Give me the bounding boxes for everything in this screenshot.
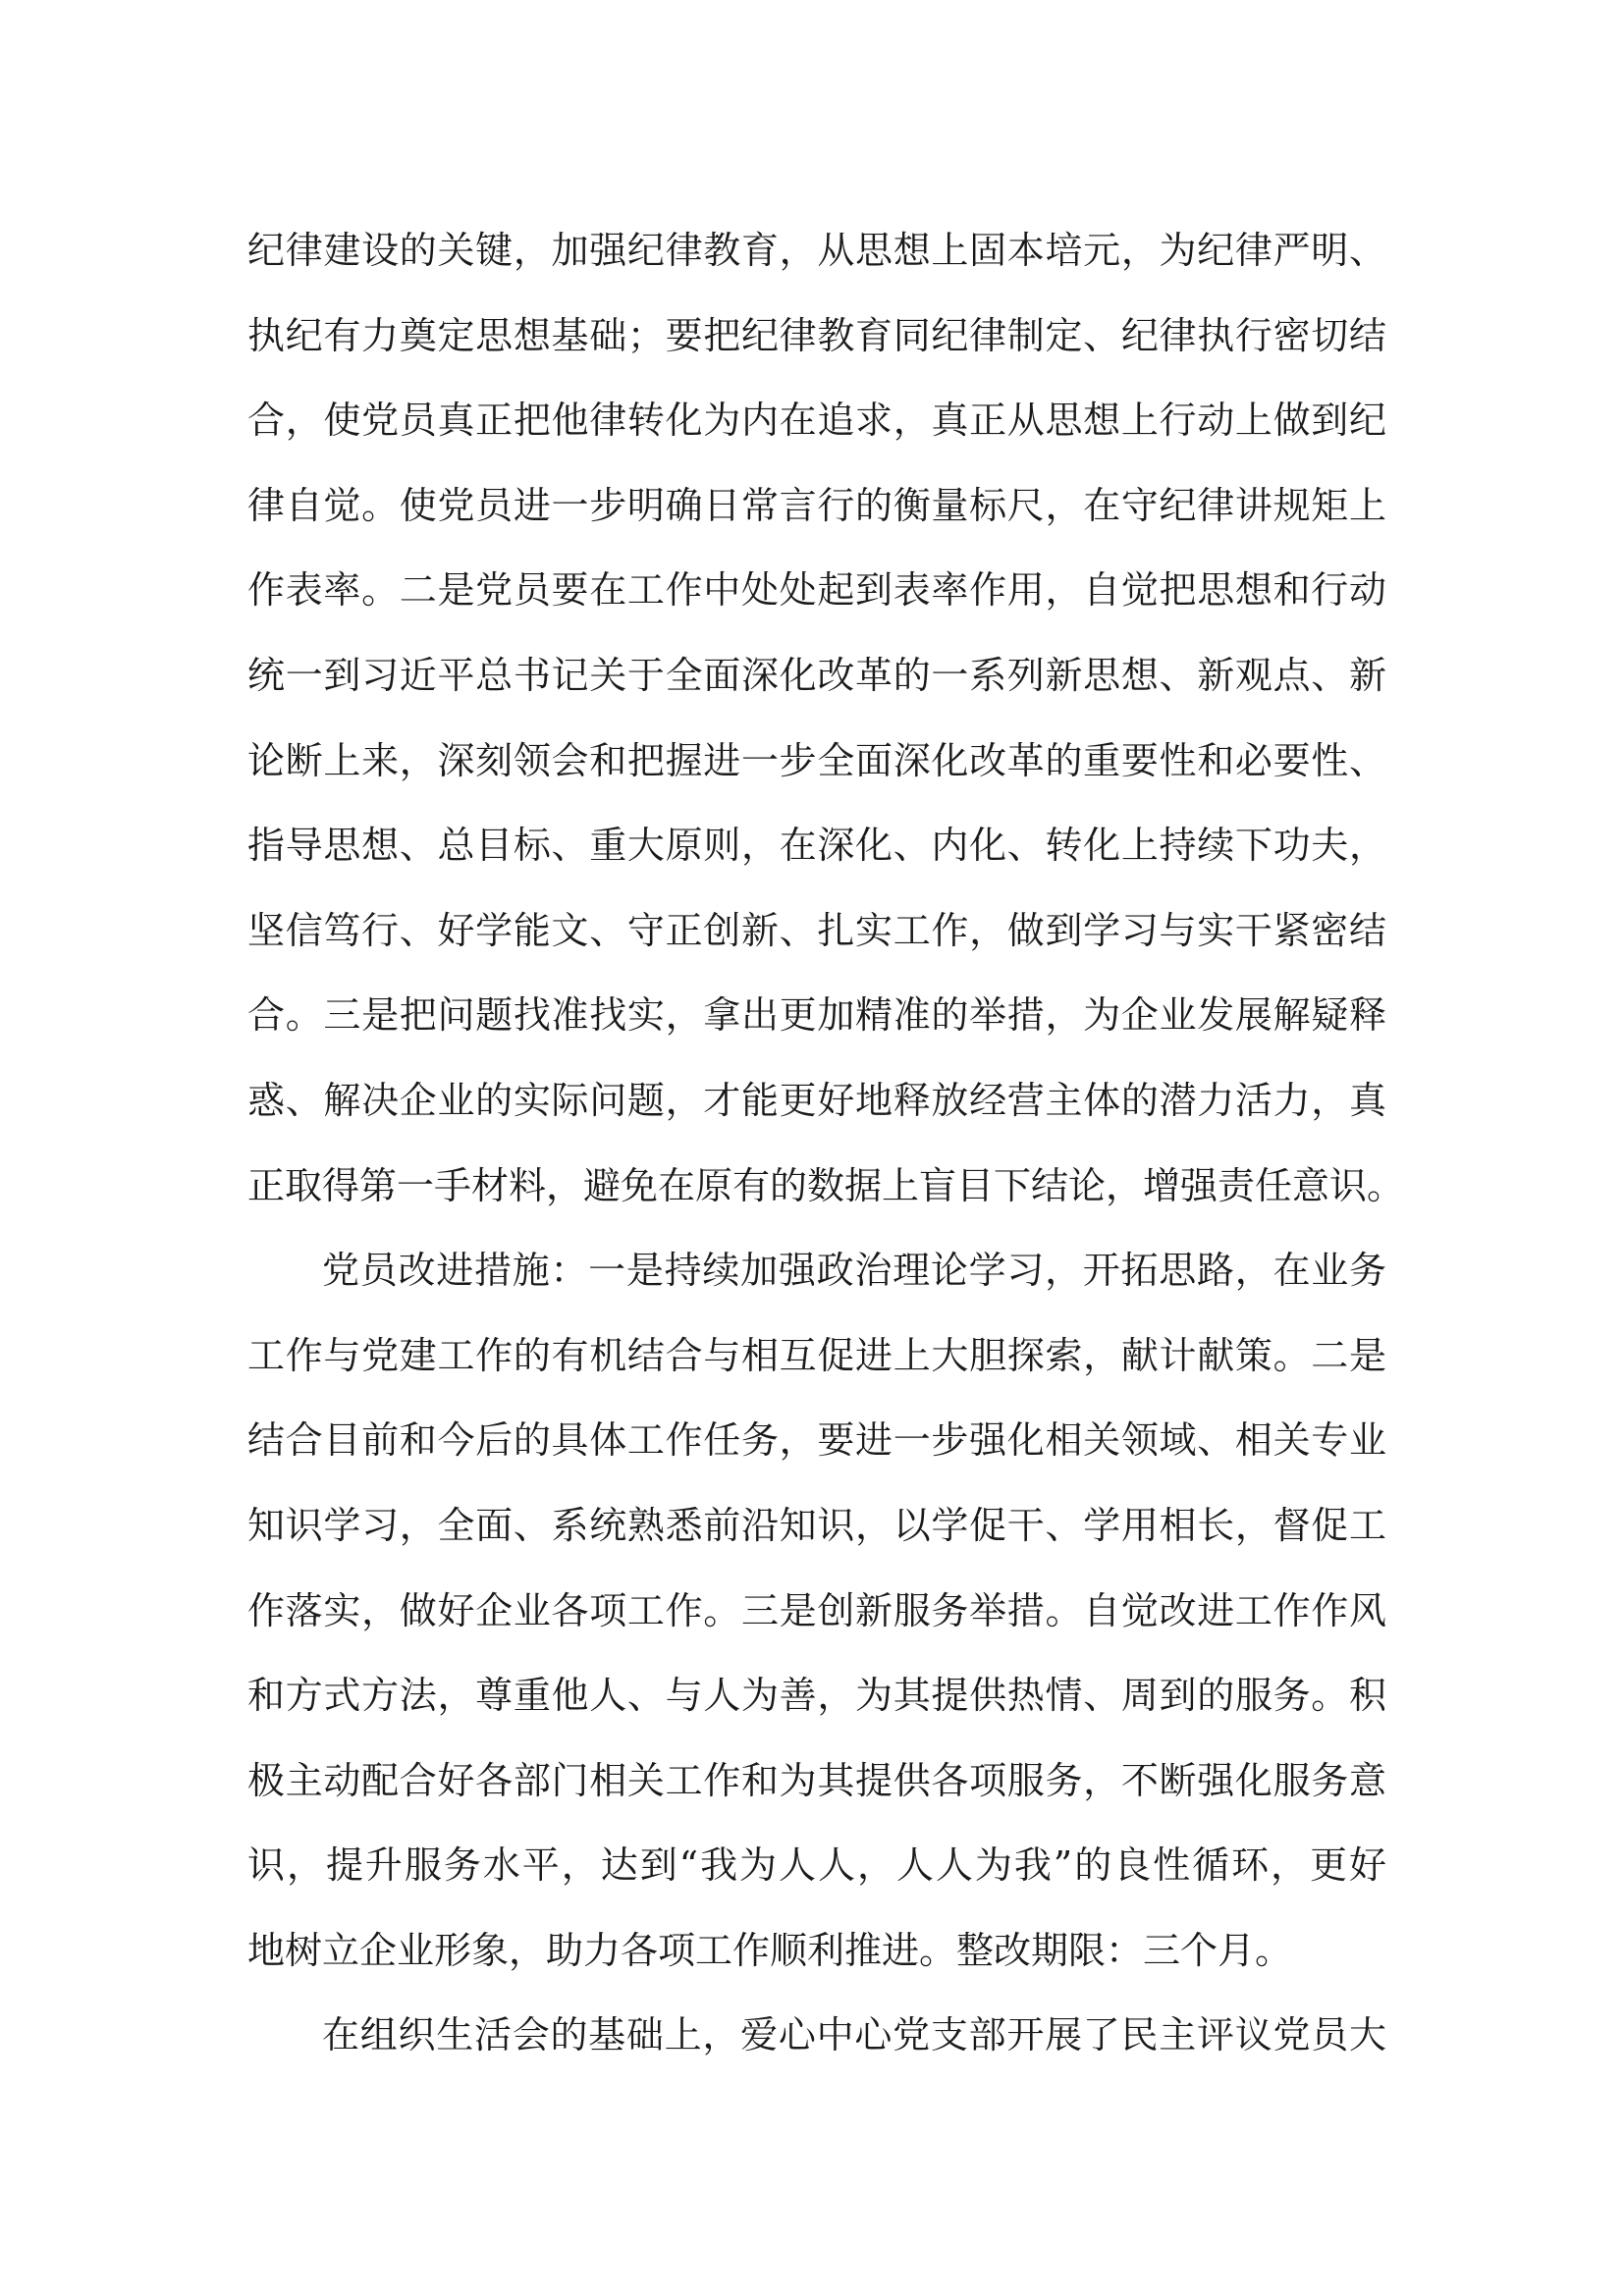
text-line: 指导思想、总目标、重大原则，在深化、内化、转化上持续下功夫， [247, 824, 1386, 868]
text-line: 统一到习近平总书记关于全面深化改革的一系列新思想、新观点、新 [247, 653, 1386, 697]
text-line: 和方式方法，尊重他人、与人为善，为其提供热情、周到的服务。积 [247, 1674, 1386, 1718]
text-line: 合，使党员真正把他律转化为内在追求，真正从思想上行动上做到纪 [247, 399, 1386, 443]
text-line: 作表率。二是党员要在工作中处处起到表率作用，自觉把思想和行动 [247, 568, 1386, 613]
paragraph [247, 208, 1405, 1228]
text-line: 惑、解决企业的实际问题，才能更好地释放经营主体的潜力活力，真 [247, 1078, 1386, 1122]
text-line: 正取得第一手材料，避免在原有的数据上盲目下结论，增强责任意识。 [247, 1163, 1405, 1207]
text-line: 律自觉。使党员进一步明确日常言行的衡量标尺，在守纪律讲规矩上 [247, 483, 1386, 527]
body-text [247, 208, 1405, 2078]
text-line: 极主动配合好各部门相关工作和为其提供各项服务，不断强化服务意 [247, 1758, 1386, 1802]
paragraph [247, 1228, 1386, 1993]
text-line: 党员改进措施：一是持续加强政治理论学习，开拓思路，在业务 [322, 1249, 1386, 1293]
text-line: 作落实，做好企业各项工作。三是创新服务举措。自觉改进工作作风 [247, 1588, 1386, 1632]
text-line: 纪律建设的关键，加强纪律教育，从思想上固本培元，为纪律严明、 [247, 229, 1386, 272]
text-line: 地树立企业形象，助力各项工作顺利推进。整改期限：三个月。 [247, 1928, 1293, 1972]
text-line: 知识学习，全面、系统熟悉前沿知识，以学促干、学用相长，督促工 [247, 1503, 1386, 1547]
text-line: 工作与党建工作的有机结合与相互促进上大胆探索，献计献策。二是 [247, 1333, 1386, 1377]
text-line: 结合目前和今后的具体工作任务，要进一步强化相关领域、相关专业 [247, 1418, 1386, 1463]
text-line: 论断上来，深刻领会和把握进一步全面深化改革的重要性和必要性、 [247, 738, 1386, 782]
text-line: 识，提升服务水平，达到“我为人人，人人为我”的良性循环，更好 [247, 1843, 1386, 1888]
text-line: 在组织生活会的基础上，爱心中心党支部开展了民主评议党员大 [322, 2013, 1386, 2057]
text-line: 合。三是把问题找准找实，拿出更加精准的举措，为企业发展解疑释 [247, 993, 1386, 1038]
text-line: 坚信笃行、好学能文、守正创新、扎实工作，做到学习与实干紧密结 [247, 908, 1386, 952]
text-line: 执纪有力奠定思想基础；要把纪律教育同纪律制定、纪律执行密切结 [247, 313, 1386, 357]
paragraph [247, 1993, 1386, 2078]
